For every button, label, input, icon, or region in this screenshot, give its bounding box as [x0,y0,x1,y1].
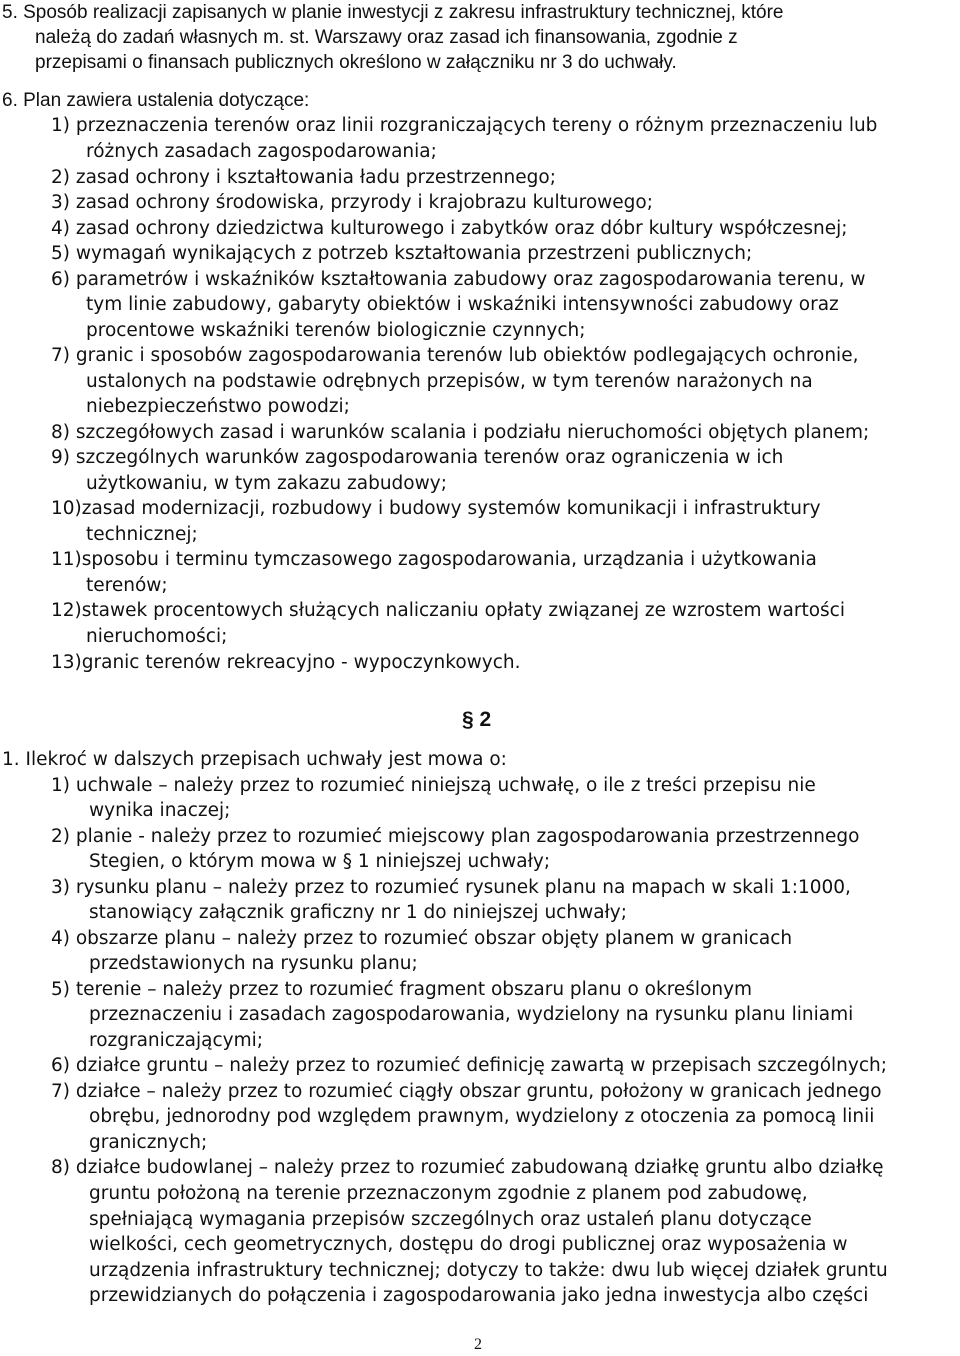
list-item: różnych zasadach zagospodarowania; [86,141,437,162]
section-heading: § 2 [462,708,492,731]
list-item: przewidzianych do połączenia i zagospodarowania jako jedna inwestycja albo części [89,1285,869,1306]
list-item: przedstawionych na rysunku planu; [89,953,418,974]
list-item: stanowiący załącznik graficzny nr 1 do niniejszej uchwały; [89,902,627,923]
list-item: gruntu położoną na terenie przeznaczonym zgodnie z planem pod zabudowę, [89,1183,808,1204]
list-item: 6) parametrów i wskaźników kształtowania zabudowy oraz zagospodarowania terenu, w [51,269,866,290]
list-item: terenów; [86,575,168,596]
list-item: rozgraniczającymi; [89,1030,263,1051]
list-item: wielkości, cech geometrycznych, dostępu do drogi publicznej oraz wyposażenia w [89,1234,848,1255]
list-item: 3) zasad ochrony środowiska, przyrody i krajobrazu kulturowego; [51,192,653,213]
list-item: urządzenia infrastruktury technicznej; dotyczy to także: dwu lub więcej działek gruntu [89,1260,888,1281]
list-item: 13)granic terenów rekreacyjno - wypoczynkowych. [51,652,521,673]
list-item: tym linie zabudowy, gabaryty obiektów i wskaźniki intensywności zabudowy oraz [86,294,839,315]
list-item: przeznaczeniu i zasadach zagospodarowania, wydzielony na rysunku planu liniami [89,1004,854,1025]
list-item: nieruchomości; [86,626,228,647]
list-item: 4) obszarze planu – należy przez to rozumieć obszar objęty planem w granicach [51,928,793,949]
item-5-line-2: należą do zadań własnych m. st. Warszawy oraz zasad ich finansowania, zgodnie z [35,27,738,48]
list-item: Stegien, o którym mowa w § 1 niniejszej uchwały; [89,851,551,872]
list-item: wynika inaczej; [89,800,231,821]
list-item: 9) szczególnych warunków zagospodarowania terenów oraz ograniczenia w ich [51,447,784,468]
list-item: 4) zasad ochrony dziedzictwa kulturowego i zabytków oraz dóbr kultury współczesnej; [51,218,848,239]
list-item: 5) wymagań wynikających z potrzeb kształtowania przestrzeni publicznych; [51,243,753,264]
list-item: 5) terenie – należy przez to rozumieć fragment obszaru planu o określonym [51,979,753,1000]
list-item: obrębu, jednorodny pod względem prawnym, wydzielony z otoczenia za pomocą linii [89,1106,875,1127]
list-item: procentowe wskaźniki terenów biologicznie czynnych; [86,320,586,341]
list-item: 2) zasad ochrony i kształtowania ładu przestrzennego; [51,167,556,188]
list-item: 11)sposobu i terminu tymczasowego zagospodarowania, urządzania i użytkowania [51,549,817,570]
list-item: 7) granic i sposobów zagospodarowania terenów lub obiektów podlegających ochronie, [51,345,859,366]
list-item: granicznych; [89,1132,208,1153]
item-5-line-3: przepisami o finansach publicznych określono w załączniku nr 3 do uchwały. [35,52,677,73]
list-item: 3) rysunku planu – należy przez to rozumieć rysunek planu na mapach w skali 1:1000, [51,877,851,898]
page-number: 2 [474,1336,482,1353]
section-2-intro: 1. Ilekroć w dalszych przepisach uchwały jest mowa o: [2,749,507,770]
item-6-intro: 6. Plan zawiera ustalenia dotyczące: [2,90,310,111]
list-item: technicznej; [86,524,198,545]
list-item: 2) planie - należy przez to rozumieć miejscowy plan zagospodarowania przestrzennego [51,826,860,847]
list-item: 8) działce budowlanej – należy przez to rozumieć zabudowaną działkę gruntu albo działkę [51,1157,884,1178]
list-item: 12)stawek procentowych służących naliczaniu opłaty związanej ze wzrostem wartości [51,600,845,621]
item-5-line-1: 5. Sposób realizacji zapisanych w planie inwestycji z zakresu infrastruktury technicznej, które [2,2,784,23]
list-item: niebezpieczeństwo powodzi; [86,396,350,417]
list-item: 7) działce – należy przez to rozumieć ciągły obszar gruntu, położony w granicach jednego [51,1081,882,1102]
list-item: 8) szczegółowych zasad i warunków scalania i podziału nieruchomości objętych planem; [51,422,870,443]
list-item: spełniającą wymagania przepisów szczególnych oraz ustaleń planu dotyczące [89,1209,812,1230]
list-item: 6) działce gruntu – należy przez to rozumieć definicję zawartą w przepisach szczególnych; [51,1055,887,1076]
list-item: 1) uchwale – należy przez to rozumieć niniejszą uchwałę, o ile z treści przepisu nie [51,775,816,796]
list-item: użytkowaniu, w tym zakazu zabudowy; [86,473,447,494]
list-item: 1) przeznaczenia terenów oraz linii rozgraniczających tereny o różnym przeznaczeniu lub [51,115,878,136]
list-item: ustalonych na podstawie odrębnych przepisów, w tym terenów narażonych na [86,371,813,392]
list-item: 10)zasad modernizacji, rozbudowy i budowy systemów komunikacji i infrastruktury [51,498,821,519]
